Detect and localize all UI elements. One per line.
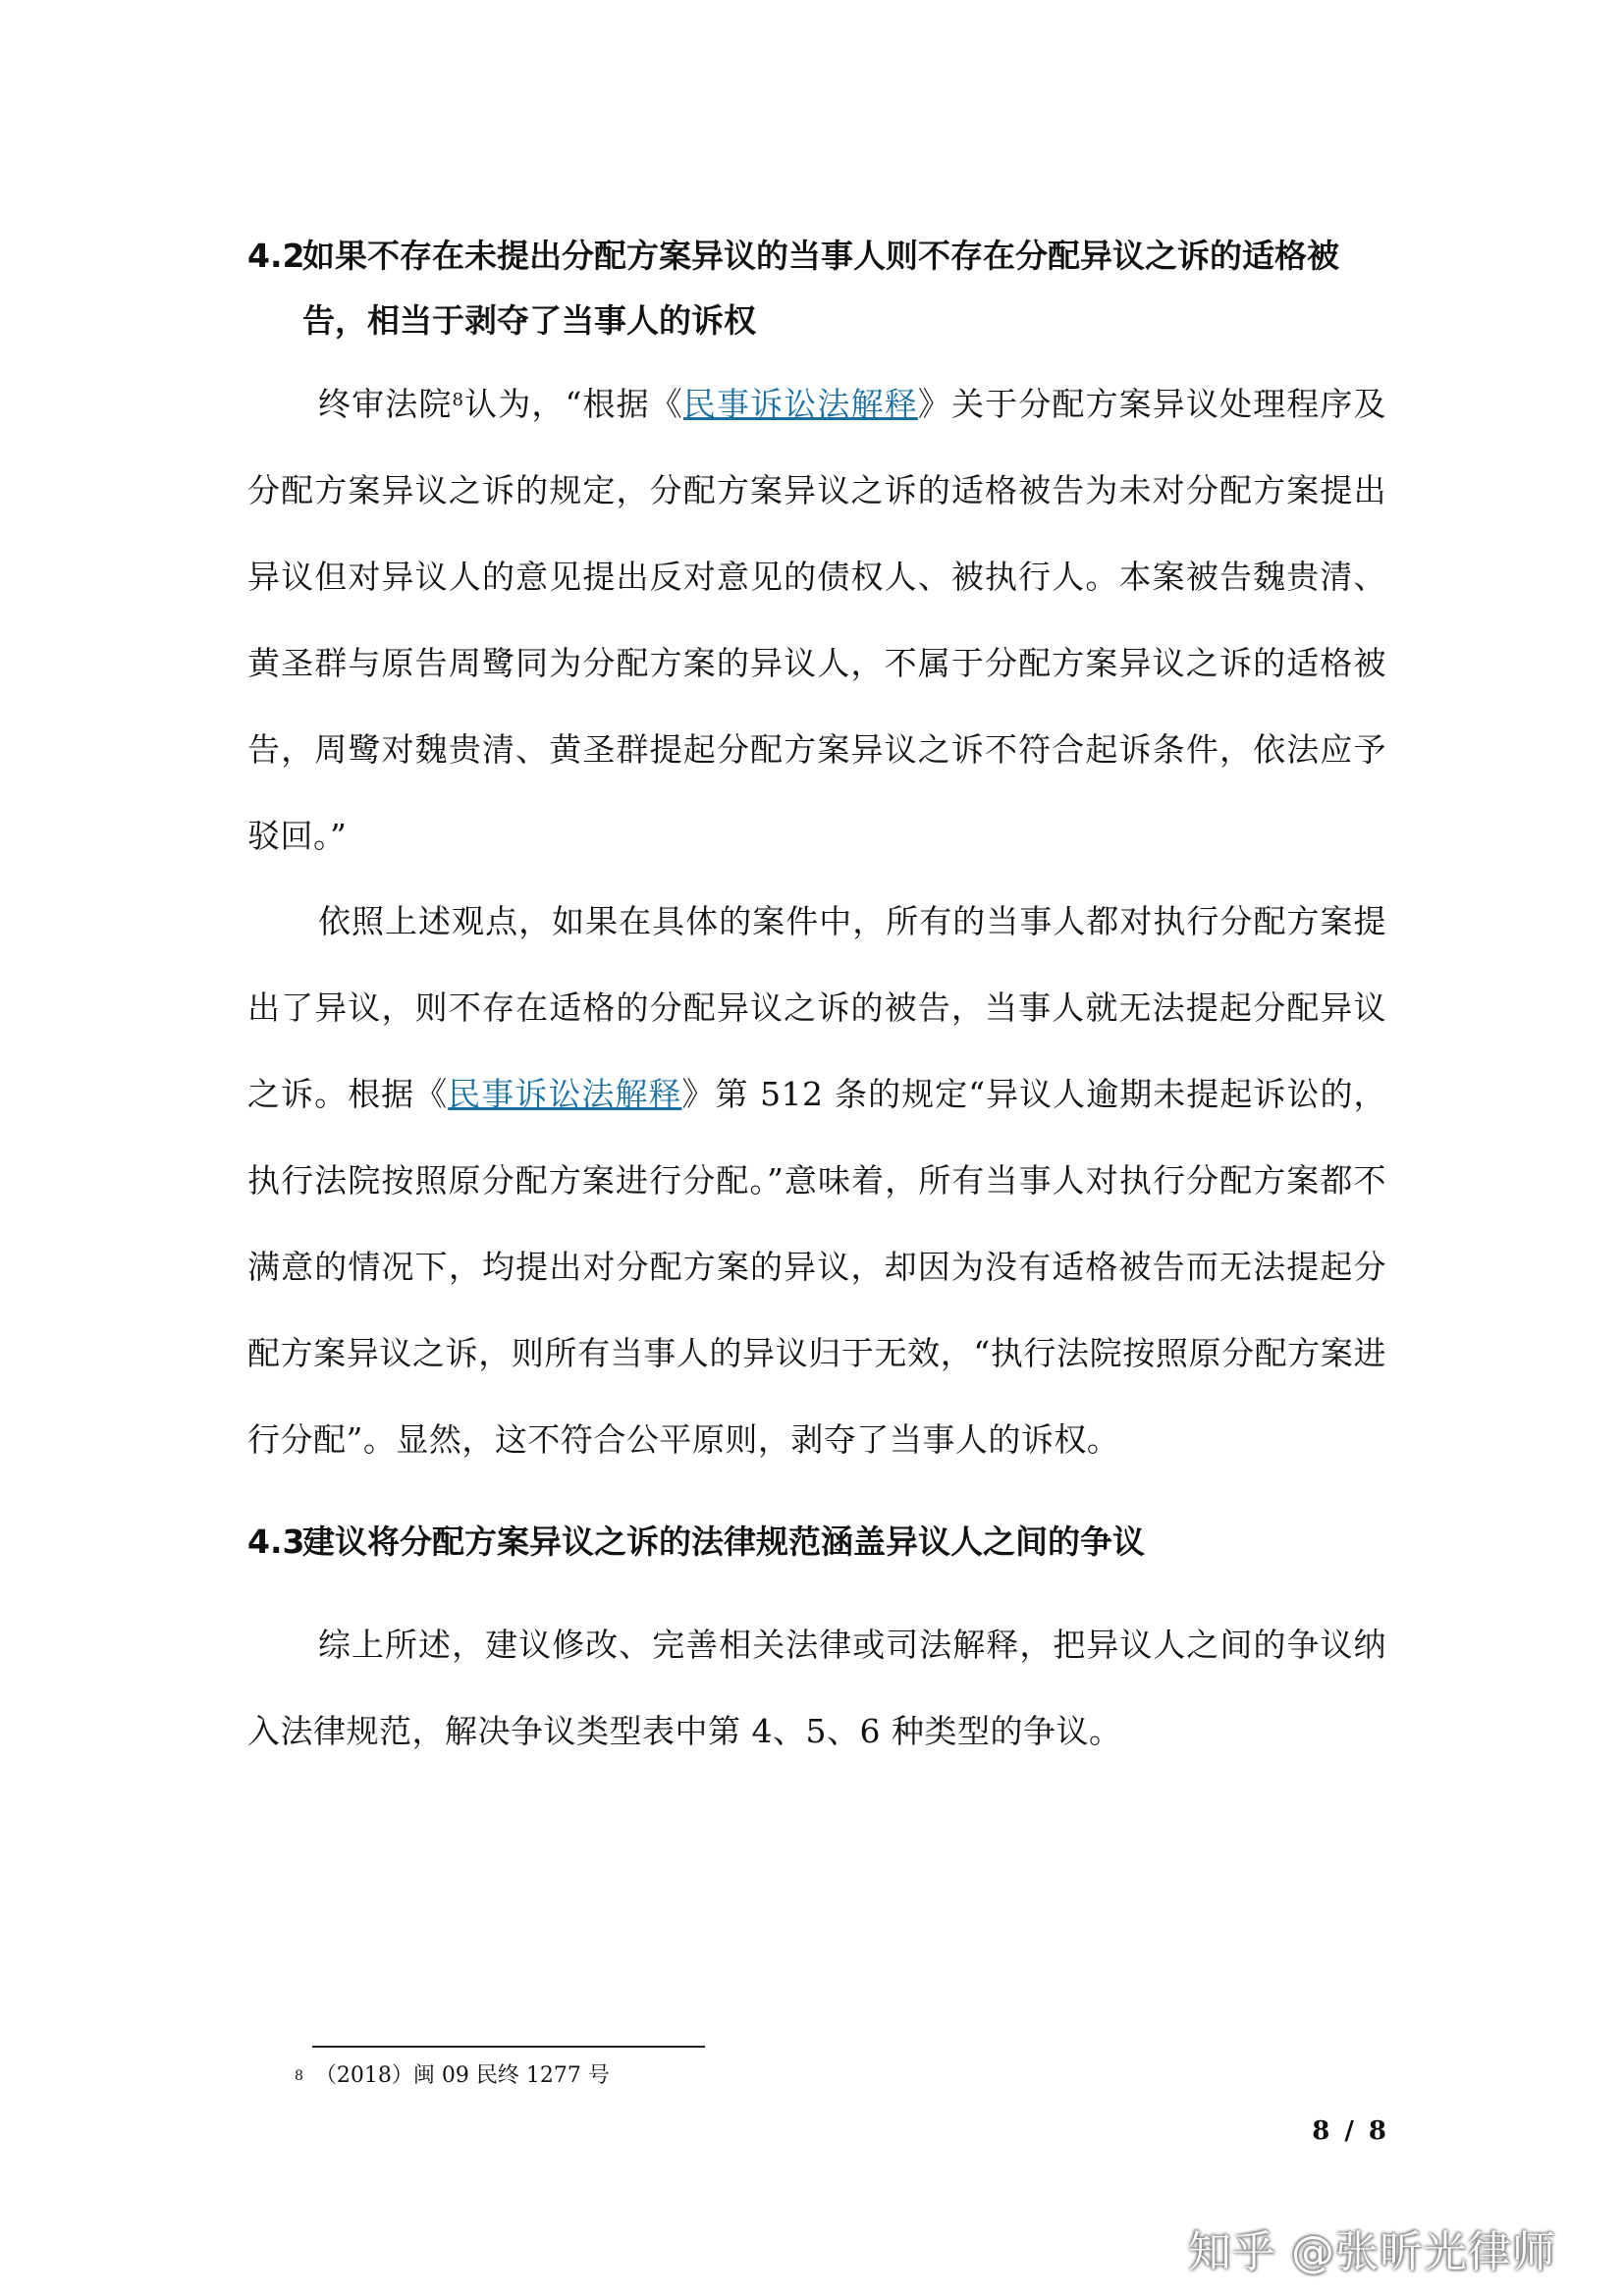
law-reference-link[interactable]: 民事诉讼法解释 (448, 1075, 682, 1113)
paragraph-text: 依照上述观点，如果在具体的案件中，所有的当事人都对执行分配方案提出了异议，则不存在适格的分配异议之诉的被告，当事人就无法提起分配异议之诉。根据《 (247, 902, 1386, 1113)
paragraph-text: 终审法院 (318, 385, 453, 423)
footnote (295, 2059, 610, 2093)
watermark: 知乎 @张昕光律师 (1188, 2227, 1556, 2277)
footnote-mark: 8 (295, 2068, 303, 2084)
paragraph-text: 综上所述，建议修改、完善相关法律或司法解释，把异议人之间的争议纳入法律规范，解决争议类型表中第 4、5、6 种类型的争议。 (247, 1626, 1386, 1750)
paragraph-text: 》第 512 条的规定“异议人逾期未提起诉讼的，执行法院按照原分配方案进行分配。”意味着，所有当事人对执行分配方案都不满意的情况下，均提出对分配方案的异议，却因为没有适格被告而无法提起分配方案异议之诉，则所有当事人的异议归于无效，“执行法院按照原分配方案进行分配”。显然，这不符合公平原则，剥夺了当事人的诉权。 (247, 1075, 1387, 1459)
footnote-text: （2018）闽 09 民终 1277 号 (314, 2063, 610, 2088)
footnote-divider (312, 2046, 705, 2048)
paragraph-conclusion (247, 1602, 1386, 1775)
section-title: 建议将分配方案异议之诉的法律规范涵盖异议人之间的争议 (302, 1522, 1145, 1561)
section-heading-4-3 (247, 1510, 1386, 1575)
section-title: 如果不存在未提出分配方案异议的当事人则不存在分配异议之诉的适格被告，相当于剥夺了当事人的诉权 (302, 237, 1339, 340)
paragraph-text: 认为，“根据《 (463, 385, 683, 423)
section-heading-4-2 (247, 224, 1386, 353)
paragraph-text: 》关于分配方案异议处理程序及分配方案异议之诉的规定，分配方案异议之诉的适格被告为未对分配方案提出异议但对异议人的意见提出反对意见的债权人、被执行人。本案被告魏贵清、黄圣群与原告周鹭同为分配方案的异议人，不属于分配方案异议之诉的适格被告，周鹭对魏贵清、黄圣群提起分配方案异议之诉不符合起诉条件，依法应予驳回。” (247, 385, 1387, 855)
paragraph-analysis (247, 879, 1386, 1483)
paragraph-court-opinion (247, 361, 1386, 880)
page-number: 8 / 8 (1312, 2116, 1386, 2146)
law-reference-link[interactable]: 民事诉讼法解释 (682, 385, 918, 423)
footnote-reference[interactable]: 8 (452, 390, 464, 410)
section-number: 4.3 (247, 1522, 305, 1561)
section-number: 4.2 (247, 237, 305, 275)
